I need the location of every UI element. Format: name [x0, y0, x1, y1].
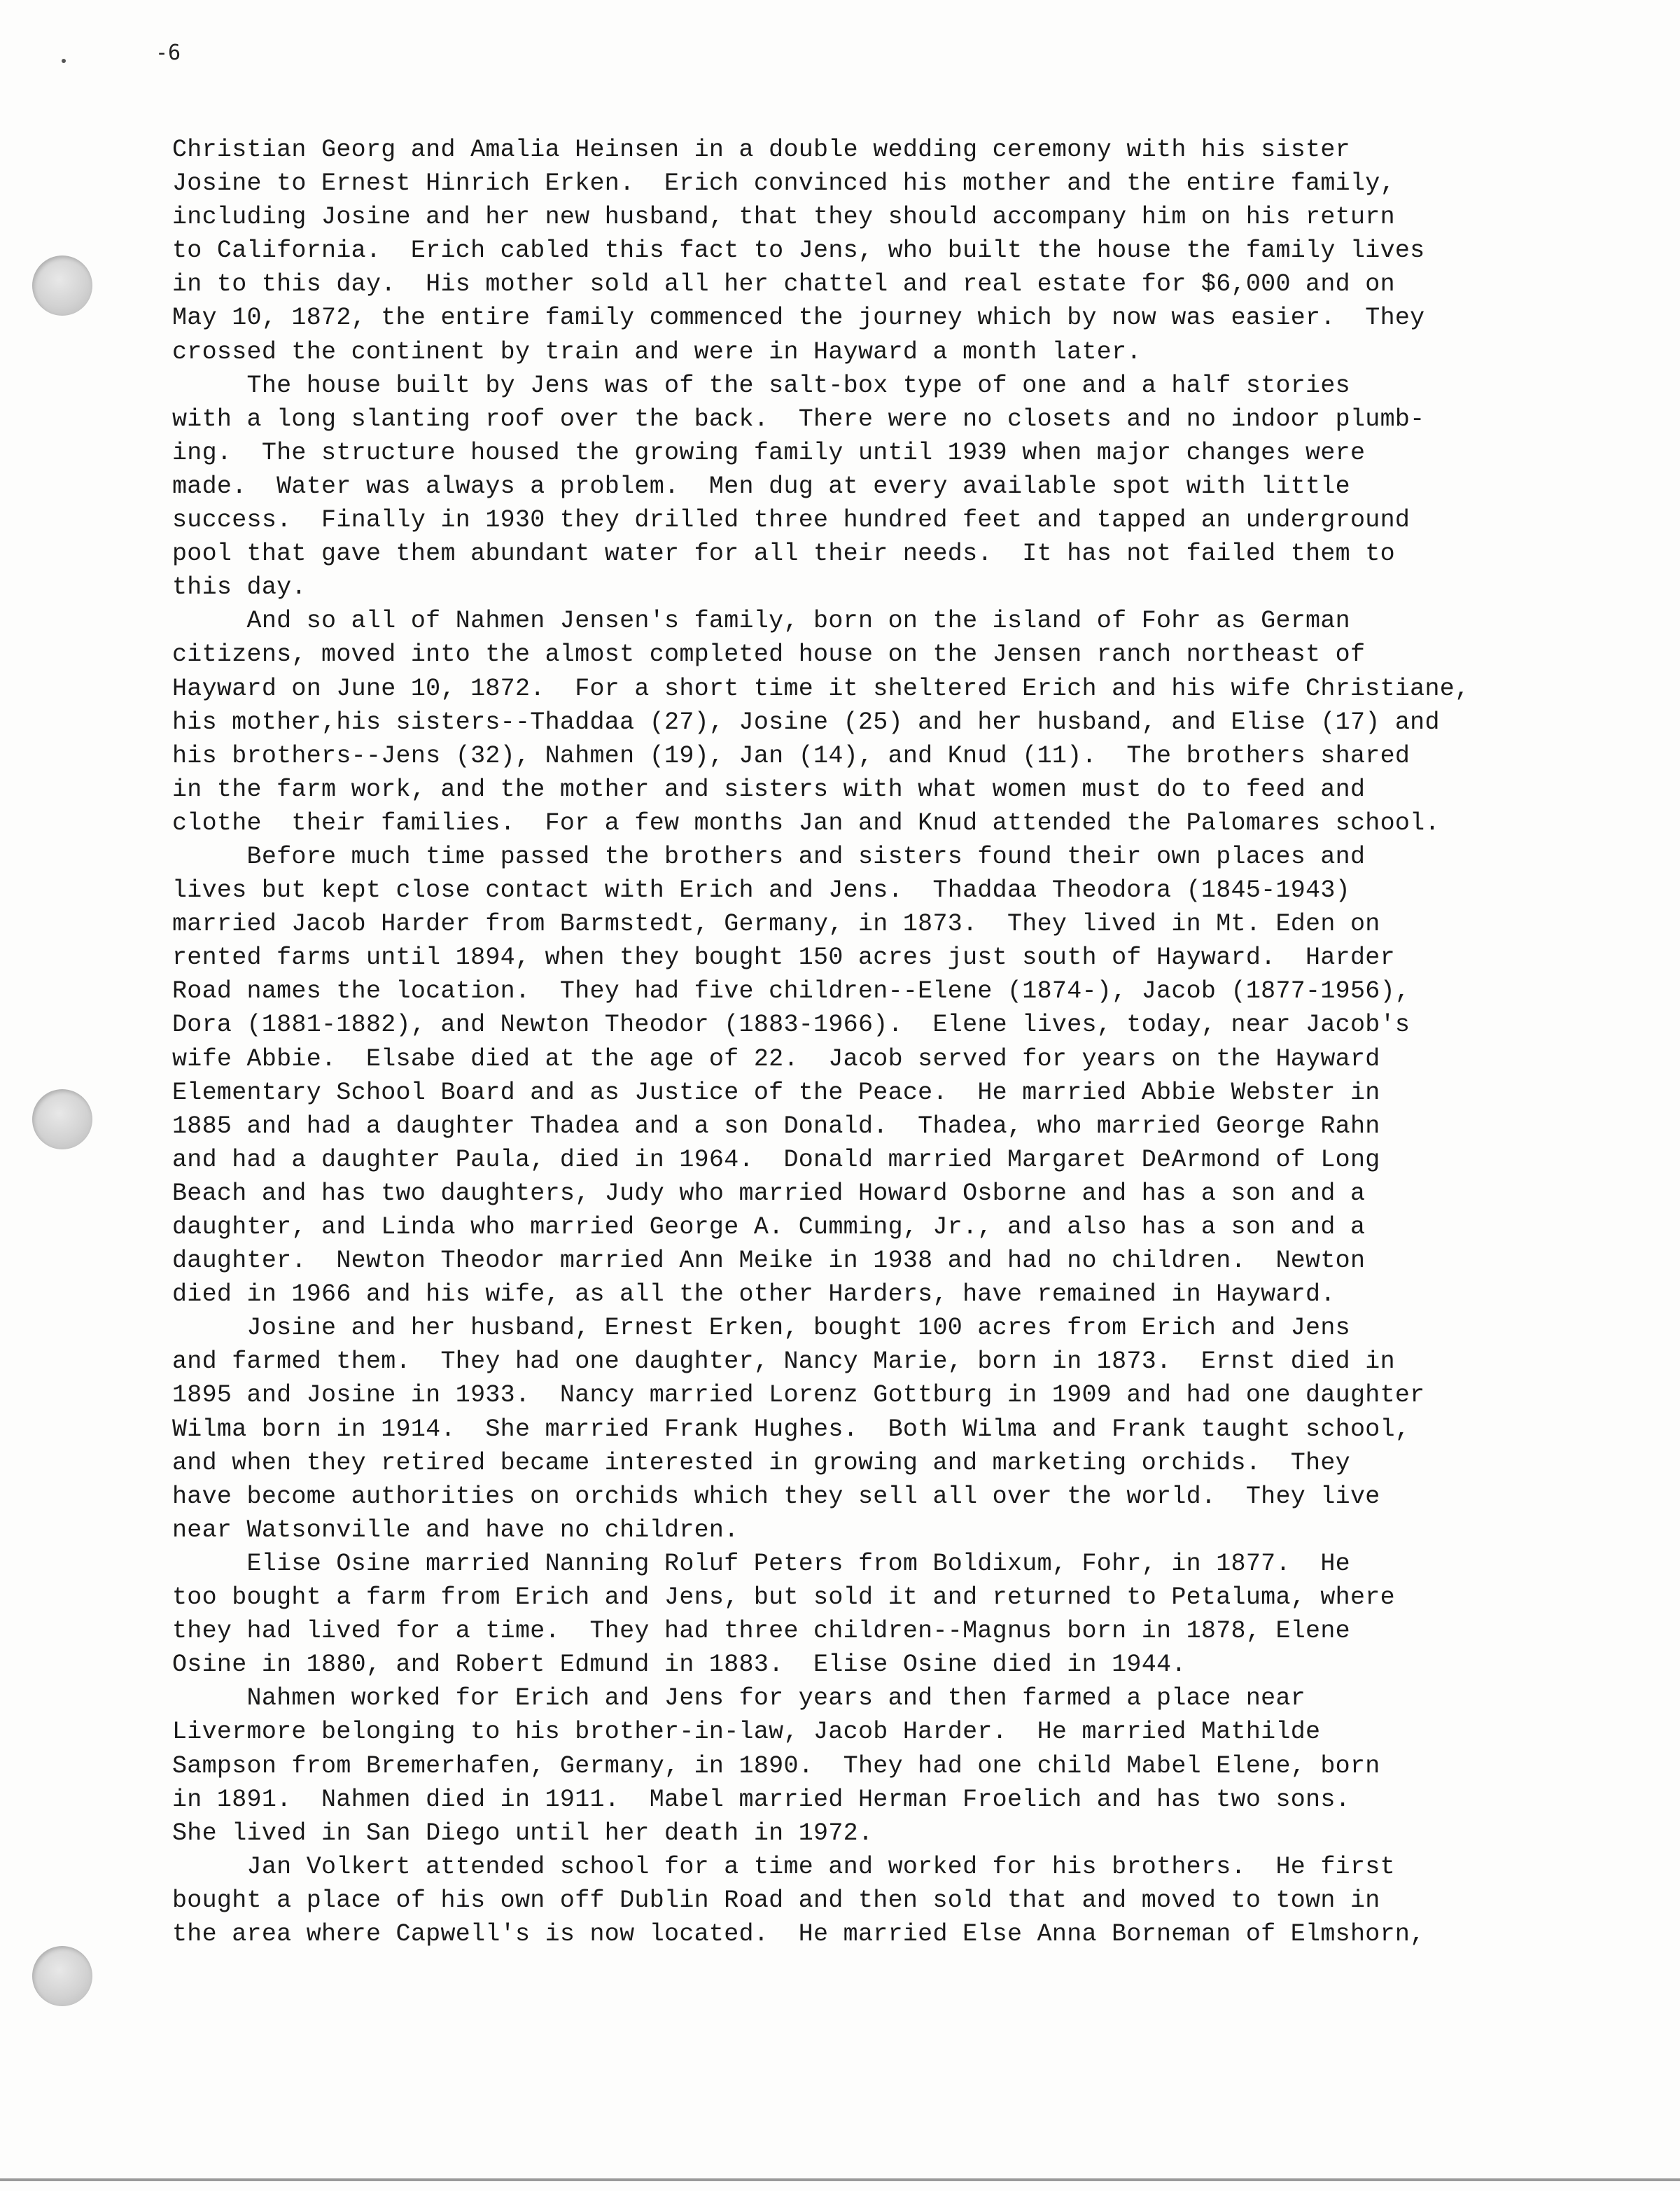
text-line: with a long slanting roof over the back. There were no closets and no indoor plumb-	[172, 405, 1425, 433]
text-line: Before much time passed the brothers and sisters found their own places and	[172, 842, 1366, 871]
text-line: bought a place of his own off Dublin Road and then sold that and moved to town in	[172, 1886, 1380, 1914]
text-line: Christian Georg and Amalia Heinsen in a double wedding ceremony with his sister	[172, 136, 1350, 164]
text-line: to California. Erich cabled this fact to Jens, who built the house the family lives	[172, 237, 1425, 265]
text-line: and had a daughter Paula, died in 1964. Donald married Margaret DeArmond of Long	[172, 1145, 1380, 1174]
text-line: 1895 and Josine in 1933. Nancy married Lorenz Gottburg in 1909 and had one daughter	[172, 1381, 1425, 1410]
punch-hole-bottom	[32, 1946, 92, 2006]
text-line: crossed the continent by train and were in Hayward a month later.	[172, 337, 1142, 366]
text-line: Elise Osine married Nanning Roluf Peters from Boldixum, Fohr, in 1877. He	[172, 1549, 1350, 1578]
text-line: May 10, 1872, the entire family commenced the journey which by now was easier. They	[172, 304, 1425, 332]
body-text	[172, 133, 1593, 1951]
text-line: too bought a farm from Erich and Jens, but sold it and returned to Petaluma, where	[172, 1583, 1395, 1612]
text-line: citizens, moved into the almost completed house on the Jensen ranch northeast of	[172, 640, 1366, 669]
scan-speck	[62, 59, 66, 63]
page-number: -6	[155, 41, 181, 65]
text-line: The house built by Jens was of the salt-box type of one and a half stories	[172, 371, 1350, 400]
text-line: his mother,his sisters--Thaddaa (27), Josine (25) and her husband, and Elise (17) and	[172, 708, 1440, 736]
text-line: the area where Capwell's is now located. He married Else Anna Borneman of Elmshorn,	[172, 1919, 1425, 1948]
text-line: ing. The structure housed the growing family until 1939 when major changes were	[172, 438, 1366, 467]
text-line: Hayward on June 10, 1872. For a short time it sheltered Erich and his wife Christiane,	[172, 674, 1470, 703]
text-line: and when they retired became interested in growing and marketing orchids. They	[172, 1448, 1350, 1477]
text-line: including Josine and her new husband, that they should accompany him on his return	[172, 203, 1395, 232]
text-line: made. Water was always a problem. Men dug at every available spot with little	[172, 472, 1350, 500]
text-line: in 1891. Nahmen died in 1911. Mabel married Herman Froelich and has two sons.	[172, 1785, 1350, 1814]
text-line: his brothers--Jens (32), Nahmen (19), Jan (14), and Knud (11). The brothers shared	[172, 741, 1410, 770]
text-line: success. Finally in 1930 they drilled three hundred feet and tapped an underground	[172, 506, 1410, 535]
text-line: Sampson from Bremerhafen, Germany, in 1890. They had one child Mabel Elene, born	[172, 1751, 1380, 1780]
text-line: Elementary School Board and as Justice of the Peace. He married Abbie Webster in	[172, 1078, 1380, 1107]
text-line: have become authorities on orchids which they sell all over the world. They live	[172, 1482, 1380, 1511]
text-line: in the farm work, and the mother and sisters with what women must do to feed and	[172, 775, 1366, 804]
text-line: in to this day. His mother sold all her chattel and real estate for $6,000 and on	[172, 270, 1395, 299]
text-line: Josine to Ernest Hinrich Erken. Erich convinced his mother and the entire family,	[172, 169, 1395, 198]
punch-hole-top	[32, 255, 92, 316]
text-line: Jan Volkert attended school for a time and worked for his brothers. He first	[172, 1852, 1395, 1881]
text-line: Osine in 1880, and Robert Edmund in 1883. Elise Osine died in 1944.	[172, 1651, 1186, 1679]
text-line: daughter, and Linda who married George A. Cumming, Jr., and also has a son and a	[172, 1213, 1366, 1241]
text-line: Beach and has two daughters, Judy who married Howard Osborne and has a son and a	[172, 1179, 1366, 1208]
text-line: wife Abbie. Elsabe died at the age of 22. Jacob served for years on the Hayward	[172, 1044, 1380, 1073]
page-bottom-edge	[0, 2178, 1680, 2181]
text-line: Wilma born in 1914. She married Frank Hughes. Both Wilma and Frank taught school,	[172, 1415, 1410, 1443]
text-line: daughter. Newton Theodor married Ann Meike in 1938 and had no children. Newton	[172, 1247, 1366, 1275]
text-line: lives but kept close contact with Erich and Jens. Thaddaa Theodora (1845-1943)	[172, 876, 1350, 905]
text-line: And so all of Nahmen Jensen's family, born on the island of Fohr as German	[172, 607, 1350, 636]
text-line: 1885 and had a daughter Thadea and a son Donald. Thadea, who married George Rahn	[172, 1112, 1380, 1140]
text-line: She lived in San Diego until her death in 1972.	[172, 1819, 874, 1847]
text-line: they had lived for a time. They had three children--Magnus born in 1878, Elene	[172, 1617, 1350, 1646]
text-line: died in 1966 and his wife, as all the other Harders, have remained in Hayward.	[172, 1280, 1336, 1309]
punch-hole-middle	[32, 1089, 92, 1149]
text-line: rented farms until 1894, when they bought 150 acres just south of Hayward. Harder	[172, 944, 1395, 972]
text-line: Livermore belonging to his brother-in-law, Jacob Harder. He married Mathilde	[172, 1718, 1321, 1746]
text-line: Road names the location. They had five children--Elene (1874-), Jacob (1877-1956),	[172, 977, 1410, 1006]
text-line: and farmed them. They had one daughter, Nancy Marie, born in 1873. Ernst died in	[172, 1348, 1395, 1376]
text-line: Nahmen worked for Erich and Jens for years and then farmed a place near	[172, 1684, 1306, 1713]
text-line: Dora (1881-1882), and Newton Theodor (1883-1966). Elene lives, today, near Jacob's	[172, 1011, 1410, 1040]
text-line: clothe their families. For a few months Jan and Knud attended the Palomares school.	[172, 808, 1440, 837]
text-line: near Watsonville and have no children.	[172, 1516, 739, 1544]
text-line: pool that gave them abundant water for all their needs. It has not failed them to	[172, 540, 1395, 568]
text-line: married Jacob Harder from Barmstedt, Germany, in 1873. They lived in Mt. Eden on	[172, 910, 1380, 939]
text-line: Josine and her husband, Ernest Erken, bought 100 acres from Erich and Jens	[172, 1314, 1350, 1343]
text-line: this day.	[172, 573, 307, 602]
